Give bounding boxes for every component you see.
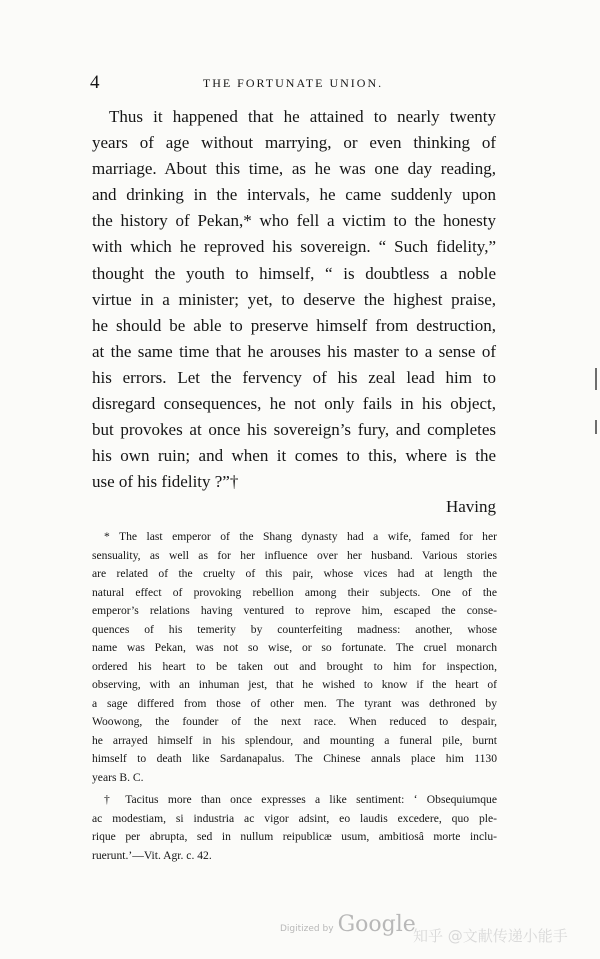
body-line: marriage. About this time, as he was one day reading, <box>92 159 496 179</box>
catchword: Having <box>445 497 496 516</box>
footnote-line: observing, with an inhuman jest, that he wished to know if the heart of <box>92 678 497 691</box>
footnote-line: a sage differed from those of other men. The tyrant was dethroned by <box>92 696 497 710</box>
footnote-line: years B. C. <box>92 770 144 784</box>
footnote-line: sensuality, as well as for her influence over her husband. Various stories <box>92 548 497 562</box>
footnote-line: ac modestiam, si industria ac vigor adsint, eo laudis excedere, quo ple- <box>92 811 497 825</box>
digitized-by-google-watermark <box>280 912 416 937</box>
body-line: at the same time that he arouses his master to a sense of <box>92 341 496 361</box>
footnote-line: are related of the cruelty of this pair, whose vices had at length the <box>92 567 497 580</box>
body-line: he should be able to preserve himself from destruction, <box>92 315 496 335</box>
footnote-line: * The last emperor of the Shang dynasty had a wife, famed for her <box>104 530 497 543</box>
footnotes <box>92 528 497 865</box>
body-line: and drinking in the intervals, he came suddenly upon <box>92 185 496 205</box>
footnote-line: rique per abrupta, sed in nullum reipublicæ usum, ambitiosâ morte inclu- <box>92 830 497 843</box>
digitized-by-label: Digitized by <box>280 924 334 934</box>
page-number: 4 <box>90 72 100 93</box>
body-line: his own ruin; and when it comes to this, where is the <box>92 446 496 466</box>
running-title: THE FORTUNATE UNION. <box>202 76 384 90</box>
page-edge-mark <box>595 420 597 434</box>
page-edge-mark <box>595 368 597 390</box>
footnote-shang-dynasty <box>92 528 497 787</box>
footnote-line: he arrayed himself in his splendour, and mounting a funeral pile, burnt <box>92 733 497 747</box>
body-line: the history of Pekan,* who fell a victim to the honesty <box>92 211 496 231</box>
body-line: thought the youth to himself, “ is doubtless a noble <box>92 263 496 283</box>
body-line: disregard consequences, he not only fails in his object, <box>92 394 496 414</box>
footnote-line: Woowong, the founder of the next race. When reduced to despair, <box>92 715 497 728</box>
footnote-line: name was Pekan, was not so wise, or so fortunate. The cruel monarch <box>92 641 497 654</box>
footnote-line: himself to death like Sardanapalus. The Chinese annals place him 1130 <box>92 752 497 765</box>
running-header <box>90 72 496 94</box>
body-line: but provokes at once his sovereign’s fury, and completes <box>92 420 496 440</box>
zhihu-watermark: 知乎 @文献传递小能手 <box>413 927 568 945</box>
footnote-line: ordered his heart to be taken out and brought to him for inspection, <box>92 659 497 673</box>
footnote-line: emperor’s relations having ventured to reprove him, escaped the conse- <box>92 604 497 617</box>
body-line: use of his fidelity ?”† <box>92 472 239 492</box>
footnote-line: ruerunt.’—Vit. Agr. c. 42. <box>92 848 212 862</box>
body-paragraph <box>92 104 496 495</box>
body-line: with which he reproved his sovereign. “ Such fidelity,” <box>92 237 496 257</box>
body-line: virtue in a minister; yet, to deserve the highest praise, <box>92 289 496 309</box>
google-logo: Google <box>337 912 416 937</box>
footnote-line: natural effect of provoking rebellion among their subjects. One of the <box>92 585 497 599</box>
footnote-line: quences of his temerity by counterfeiting madness: another, whose <box>92 622 497 636</box>
body-line: Thus it happened that he attained to nearly twenty <box>109 107 496 126</box>
footnote-line: † Tacitus more than once expresses a like sentiment: ‘ Obsequiumque <box>104 793 497 806</box>
footnote-tacitus <box>92 791 497 865</box>
body-line: his errors. Let the fervency of his zeal lead him to <box>92 367 496 387</box>
body-line: years of age without marrying, or even thinking of <box>92 133 496 153</box>
